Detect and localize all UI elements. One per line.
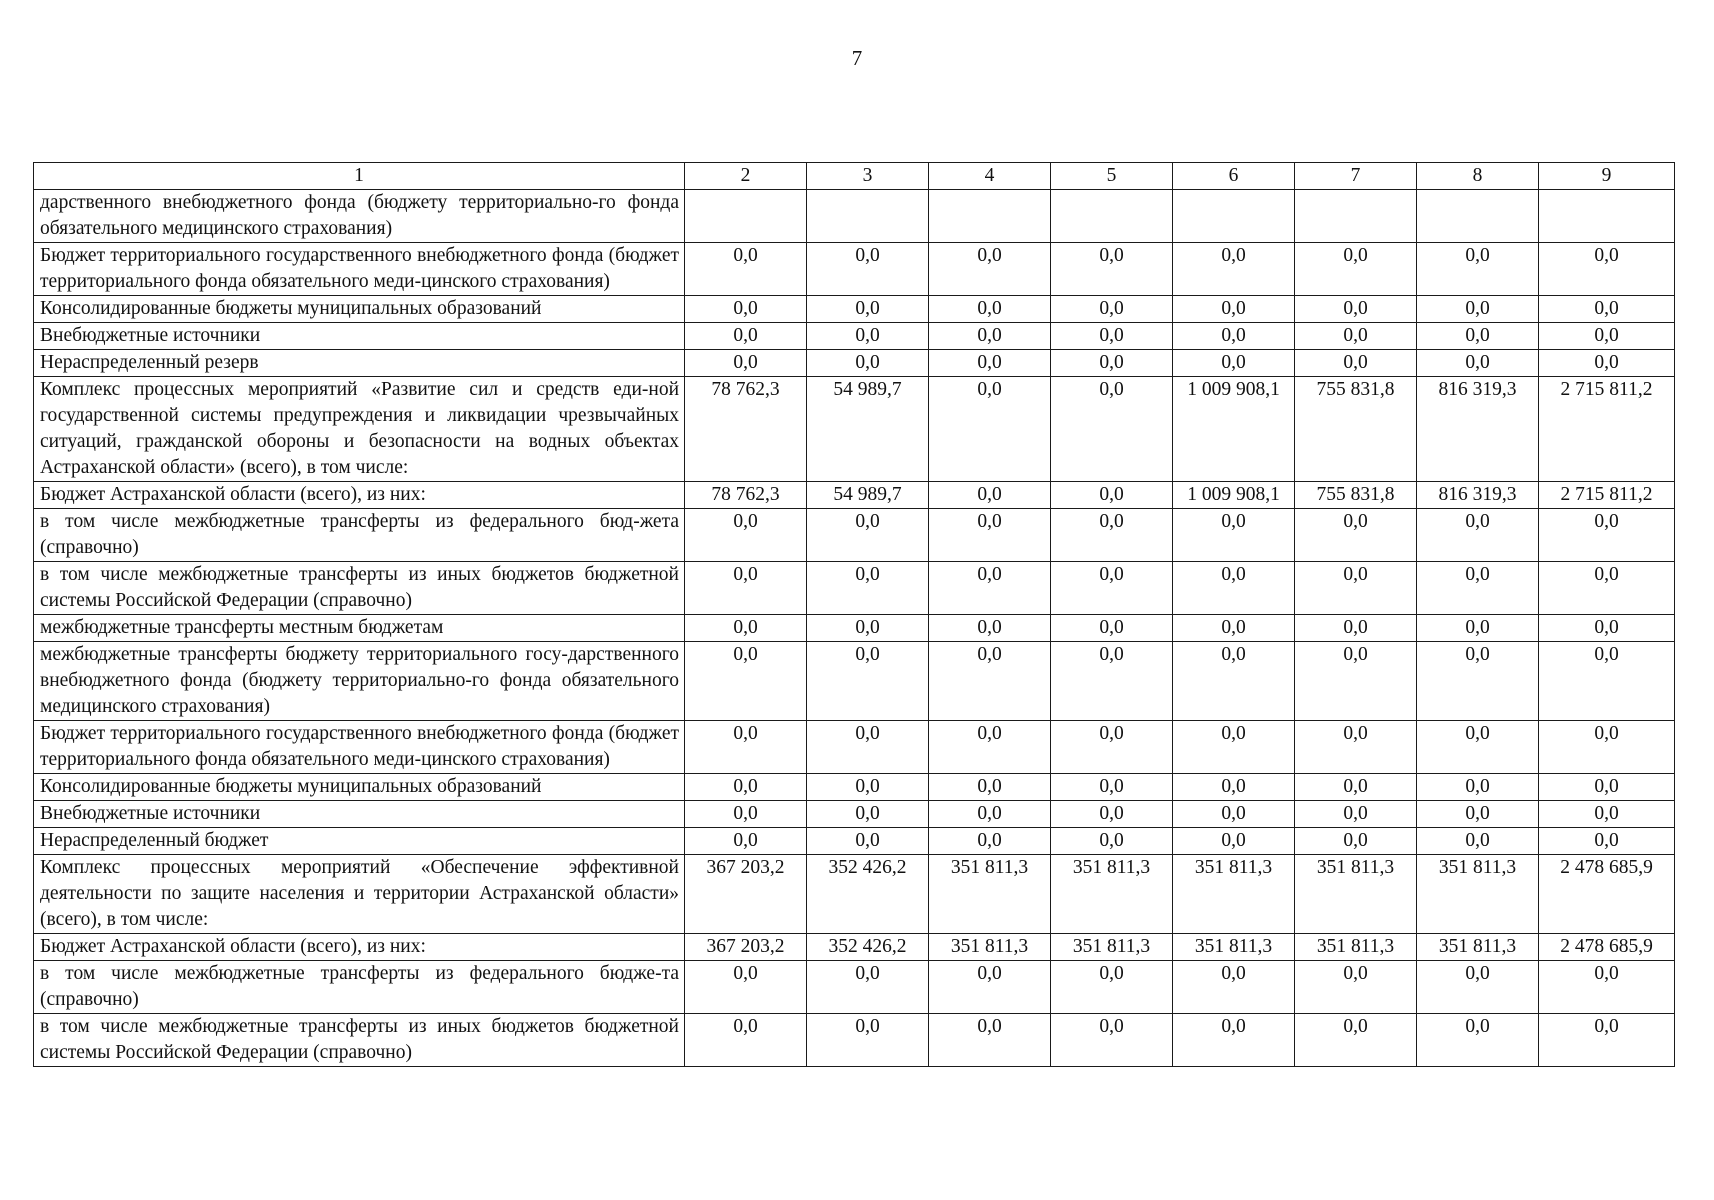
value-cell: 0,0 xyxy=(1417,615,1539,642)
value-cell: 0,0 xyxy=(1417,243,1539,296)
value-cell: 0,0 xyxy=(807,615,929,642)
value-cell: 0,0 xyxy=(1173,1014,1295,1067)
value-cell: 0,0 xyxy=(1417,801,1539,828)
value-cell: 2 715 811,2 xyxy=(1539,482,1675,509)
value-cell: 0,0 xyxy=(1417,721,1539,774)
value-cell: 0,0 xyxy=(1539,961,1675,1014)
value-cell: 0,0 xyxy=(685,323,807,350)
value-cell: 352 426,2 xyxy=(807,855,929,934)
row-label: Внебюджетные источники xyxy=(34,323,685,350)
value-cell: 0,0 xyxy=(929,961,1051,1014)
value-cell: 0,0 xyxy=(1417,296,1539,323)
column-header: 5 xyxy=(1051,163,1173,190)
value-cell: 0,0 xyxy=(1539,350,1675,377)
table-row xyxy=(34,562,1675,615)
value-cell: 0,0 xyxy=(685,721,807,774)
table-row xyxy=(34,828,1675,855)
column-header: 6 xyxy=(1173,163,1295,190)
value-cell: 54 989,7 xyxy=(807,482,929,509)
value-cell: 0,0 xyxy=(1539,296,1675,323)
value-cell: 0,0 xyxy=(929,721,1051,774)
value-cell: 0,0 xyxy=(685,1014,807,1067)
value-cell: 0,0 xyxy=(1295,721,1417,774)
value-cell: 1 009 908,1 xyxy=(1173,482,1295,509)
value-cell: 0,0 xyxy=(929,774,1051,801)
table-row xyxy=(34,190,1675,243)
value-cell: 0,0 xyxy=(1417,642,1539,721)
row-label: Бюджет территориального государственного внебюджетного фонда (бюджет территориального фонда обязательного меди-цинского страхования) xyxy=(34,243,685,296)
value-cell: 0,0 xyxy=(1051,961,1173,1014)
column-header: 2 xyxy=(685,163,807,190)
value-cell: 0,0 xyxy=(929,323,1051,350)
column-header: 8 xyxy=(1417,163,1539,190)
value-cell: 0,0 xyxy=(1417,774,1539,801)
value-cell: 0,0 xyxy=(929,801,1051,828)
column-header: 9 xyxy=(1539,163,1675,190)
value-cell: 351 811,3 xyxy=(1051,855,1173,934)
value-cell: 0,0 xyxy=(1539,828,1675,855)
value-cell xyxy=(1295,190,1417,243)
table-row xyxy=(34,721,1675,774)
value-cell: 0,0 xyxy=(1539,1014,1675,1067)
value-cell: 78 762,3 xyxy=(685,482,807,509)
table-row xyxy=(34,509,1675,562)
value-cell: 0,0 xyxy=(1539,721,1675,774)
row-label: в том числе межбюджетные трансферты из федерального бюд-жета (справочно) xyxy=(34,509,685,562)
value-cell: 0,0 xyxy=(929,482,1051,509)
value-cell: 351 811,3 xyxy=(1417,934,1539,961)
value-cell: 0,0 xyxy=(807,642,929,721)
value-cell: 78 762,3 xyxy=(685,377,807,482)
value-cell: 0,0 xyxy=(1173,350,1295,377)
table-row xyxy=(34,642,1675,721)
value-cell: 0,0 xyxy=(1539,615,1675,642)
value-cell: 0,0 xyxy=(807,562,929,615)
value-cell: 0,0 xyxy=(1295,961,1417,1014)
value-cell: 0,0 xyxy=(1417,961,1539,1014)
value-cell: 0,0 xyxy=(685,801,807,828)
value-cell: 0,0 xyxy=(929,828,1051,855)
value-cell: 351 811,3 xyxy=(1051,934,1173,961)
value-cell: 0,0 xyxy=(1173,509,1295,562)
value-cell: 351 811,3 xyxy=(1295,855,1417,934)
value-cell: 0,0 xyxy=(1173,828,1295,855)
value-cell: 0,0 xyxy=(685,562,807,615)
row-label: в том числе межбюджетные трансферты из федерального бюдже-та (справочно) xyxy=(34,961,685,1014)
value-cell: 0,0 xyxy=(685,296,807,323)
table-header-row xyxy=(34,163,1675,190)
row-label: Бюджет Астраханской области (всего), из них: xyxy=(34,934,685,961)
value-cell: 2 478 685,9 xyxy=(1539,934,1675,961)
value-cell: 0,0 xyxy=(929,243,1051,296)
column-header: 7 xyxy=(1295,163,1417,190)
table-row xyxy=(34,482,1675,509)
row-label: Нераспределенный резерв xyxy=(34,350,685,377)
row-label: Нераспределенный бюджет xyxy=(34,828,685,855)
value-cell: 0,0 xyxy=(1539,562,1675,615)
table-row xyxy=(34,243,1675,296)
value-cell: 0,0 xyxy=(685,243,807,296)
value-cell: 0,0 xyxy=(807,509,929,562)
table-row xyxy=(34,961,1675,1014)
value-cell: 0,0 xyxy=(807,961,929,1014)
value-cell: 0,0 xyxy=(685,509,807,562)
value-cell: 0,0 xyxy=(1417,1014,1539,1067)
value-cell: 0,0 xyxy=(1173,323,1295,350)
value-cell: 0,0 xyxy=(1051,350,1173,377)
row-label: Консолидированные бюджеты муниципальных образований xyxy=(34,774,685,801)
value-cell: 0,0 xyxy=(1051,1014,1173,1067)
value-cell: 816 319,3 xyxy=(1417,482,1539,509)
value-cell: 0,0 xyxy=(1051,482,1173,509)
table-row xyxy=(34,1014,1675,1067)
value-cell: 0,0 xyxy=(1173,562,1295,615)
page-number: 7 xyxy=(851,46,863,70)
value-cell: 0,0 xyxy=(929,615,1051,642)
value-cell: 0,0 xyxy=(1173,774,1295,801)
row-label: Комплекс процессных мероприятий «Обеспечение эффективной деятельности по защите населения и территории Астраханской области» (всего), в том числе: xyxy=(34,855,685,934)
value-cell: 0,0 xyxy=(1051,323,1173,350)
value-cell: 0,0 xyxy=(1539,243,1675,296)
value-cell xyxy=(1539,190,1675,243)
table-row xyxy=(34,377,1675,482)
value-cell: 0,0 xyxy=(1539,774,1675,801)
value-cell: 0,0 xyxy=(685,615,807,642)
value-cell xyxy=(1173,190,1295,243)
value-cell: 0,0 xyxy=(807,801,929,828)
value-cell: 0,0 xyxy=(1295,828,1417,855)
value-cell: 0,0 xyxy=(1173,642,1295,721)
table-row xyxy=(34,323,1675,350)
value-cell: 0,0 xyxy=(807,721,929,774)
row-label: дарственного внебюджетного фонда (бюджету территориально-го фонда обязательного медицинского страхования) xyxy=(34,190,685,243)
value-cell: 0,0 xyxy=(807,1014,929,1067)
row-label: в том числе межбюджетные трансферты из иных бюджетов бюджетной системы Российской Федерации (справочно) xyxy=(34,562,685,615)
value-cell: 1 009 908,1 xyxy=(1173,377,1295,482)
value-cell: 0,0 xyxy=(1295,642,1417,721)
value-cell: 351 811,3 xyxy=(1173,855,1295,934)
value-cell: 0,0 xyxy=(929,642,1051,721)
value-cell: 755 831,8 xyxy=(1295,377,1417,482)
value-cell: 0,0 xyxy=(685,642,807,721)
value-cell: 0,0 xyxy=(1173,296,1295,323)
value-cell: 351 811,3 xyxy=(1417,855,1539,934)
column-header: 1 xyxy=(34,163,685,190)
table-row xyxy=(34,801,1675,828)
value-cell: 0,0 xyxy=(1539,801,1675,828)
value-cell: 0,0 xyxy=(1417,323,1539,350)
value-cell: 0,0 xyxy=(1051,377,1173,482)
value-cell: 0,0 xyxy=(1051,774,1173,801)
table-row xyxy=(34,774,1675,801)
value-cell: 0,0 xyxy=(685,828,807,855)
value-cell: 351 811,3 xyxy=(1173,934,1295,961)
row-label: Внебюджетные источники xyxy=(34,801,685,828)
column-header: 4 xyxy=(929,163,1051,190)
value-cell: 0,0 xyxy=(807,828,929,855)
value-cell: 0,0 xyxy=(929,296,1051,323)
value-cell: 0,0 xyxy=(1051,801,1173,828)
row-label: межбюджетные трансферты местным бюджетам xyxy=(34,615,685,642)
value-cell: 0,0 xyxy=(1539,323,1675,350)
value-cell: 0,0 xyxy=(1051,562,1173,615)
value-cell: 0,0 xyxy=(1173,615,1295,642)
value-cell: 352 426,2 xyxy=(807,934,929,961)
value-cell: 816 319,3 xyxy=(1417,377,1539,482)
value-cell: 0,0 xyxy=(1051,615,1173,642)
value-cell: 0,0 xyxy=(929,1014,1051,1067)
table-row xyxy=(34,296,1675,323)
value-cell: 0,0 xyxy=(1295,323,1417,350)
value-cell: 0,0 xyxy=(807,243,929,296)
value-cell: 0,0 xyxy=(685,961,807,1014)
value-cell: 54 989,7 xyxy=(807,377,929,482)
value-cell: 351 811,3 xyxy=(1295,934,1417,961)
value-cell: 351 811,3 xyxy=(929,934,1051,961)
value-cell: 0,0 xyxy=(807,296,929,323)
value-cell xyxy=(807,190,929,243)
value-cell: 0,0 xyxy=(1295,350,1417,377)
value-cell: 0,0 xyxy=(807,774,929,801)
value-cell: 0,0 xyxy=(1295,243,1417,296)
value-cell: 0,0 xyxy=(685,350,807,377)
value-cell: 2 478 685,9 xyxy=(1539,855,1675,934)
value-cell xyxy=(685,190,807,243)
value-cell xyxy=(1417,190,1539,243)
row-label: в том числе межбюджетные трансферты из иных бюджетов бюджетной системы Российской Федерации (справочно) xyxy=(34,1014,685,1067)
value-cell xyxy=(1051,190,1173,243)
value-cell: 0,0 xyxy=(685,774,807,801)
value-cell: 367 203,2 xyxy=(685,934,807,961)
value-cell: 0,0 xyxy=(929,350,1051,377)
budget-table xyxy=(33,162,1675,1067)
value-cell: 0,0 xyxy=(1295,562,1417,615)
value-cell: 0,0 xyxy=(1417,562,1539,615)
value-cell: 0,0 xyxy=(1417,828,1539,855)
value-cell: 0,0 xyxy=(929,377,1051,482)
value-cell: 0,0 xyxy=(1051,296,1173,323)
value-cell: 0,0 xyxy=(929,562,1051,615)
value-cell xyxy=(929,190,1051,243)
value-cell: 0,0 xyxy=(929,509,1051,562)
value-cell: 755 831,8 xyxy=(1295,482,1417,509)
table-row xyxy=(34,855,1675,934)
value-cell: 351 811,3 xyxy=(929,855,1051,934)
table-row xyxy=(34,934,1675,961)
value-cell: 0,0 xyxy=(1295,615,1417,642)
column-header: 3 xyxy=(807,163,929,190)
value-cell: 2 715 811,2 xyxy=(1539,377,1675,482)
value-cell: 0,0 xyxy=(1295,774,1417,801)
row-label: Бюджет территориального государственного внебюджетного фонда (бюджет территориального фонда обязательного меди-цинского страхования) xyxy=(34,721,685,774)
value-cell: 0,0 xyxy=(1417,509,1539,562)
row-label: Консолидированные бюджеты муниципальных образований xyxy=(34,296,685,323)
value-cell: 0,0 xyxy=(1173,961,1295,1014)
table-row xyxy=(34,615,1675,642)
row-label: Бюджет Астраханской области (всего), из них: xyxy=(34,482,685,509)
value-cell: 0,0 xyxy=(1051,243,1173,296)
value-cell: 0,0 xyxy=(807,323,929,350)
value-cell: 0,0 xyxy=(1051,721,1173,774)
row-label: Комплекс процессных мероприятий «Развитие сил и средств еди-ной государственной системы предупреждения и ликвидации чрезвычайных ситуаций, гражданской обороны и безопасности на водных объектах Астраханской области» (всего), в том числе: xyxy=(34,377,685,482)
value-cell: 0,0 xyxy=(1539,642,1675,721)
value-cell: 0,0 xyxy=(1173,243,1295,296)
value-cell: 0,0 xyxy=(1539,509,1675,562)
value-cell: 0,0 xyxy=(1051,642,1173,721)
value-cell: 0,0 xyxy=(1051,828,1173,855)
value-cell: 367 203,2 xyxy=(685,855,807,934)
value-cell: 0,0 xyxy=(1173,801,1295,828)
value-cell: 0,0 xyxy=(1295,801,1417,828)
table-row xyxy=(34,350,1675,377)
value-cell: 0,0 xyxy=(807,350,929,377)
value-cell: 0,0 xyxy=(1173,721,1295,774)
row-label: межбюджетные трансферты бюджету территориального госу-дарственного внебюджетного фонда (бюджету территориально-го фонда обязательного медицинского страхования) xyxy=(34,642,685,721)
value-cell: 0,0 xyxy=(1295,296,1417,323)
value-cell: 0,0 xyxy=(1295,509,1417,562)
value-cell: 0,0 xyxy=(1295,1014,1417,1067)
value-cell: 0,0 xyxy=(1051,509,1173,562)
value-cell: 0,0 xyxy=(1417,350,1539,377)
